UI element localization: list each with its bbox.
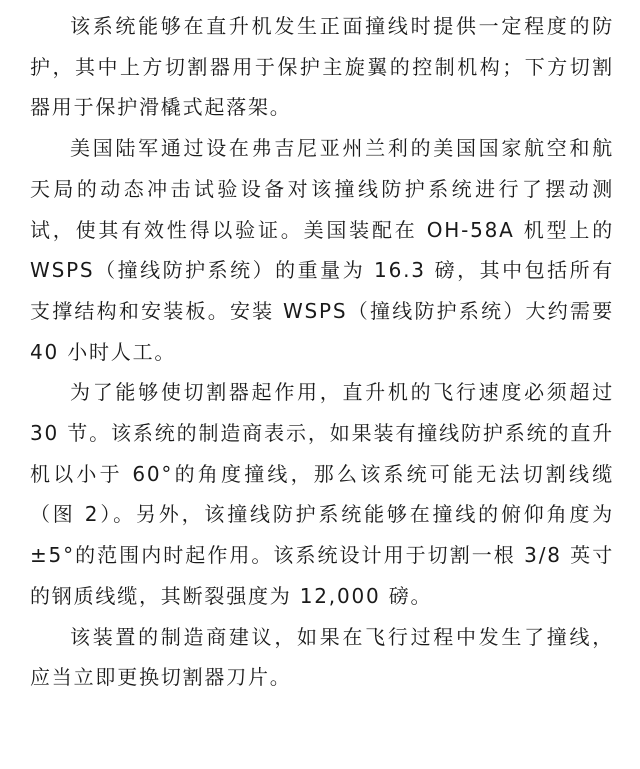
paragraph-4: 该装置的制造商建议，如果在飞行过程中发生了撞线，应当立即更换切割器刀片。: [30, 624, 614, 690]
paragraph-3: 为了能够使切割器起作用，直升机的飞行速度必须超过 30 节。该系统的制造商表示，如果装有撞线防护系统的直升机以小于 60°的角度撞线，那么该系统可能无法切割线缆（图 2）。另外，该撞线防护系统能够在撞线的俯仰角度为 ±5°的范围内时起作用。该系统设计用于切割一根 3/8 英寸的钢质线缆，其断裂强度为 12,000 磅。: [30, 380, 614, 608]
paragraph-1: 该系统能够在直升机发生正面撞线时提供一定程度的防护，其中上方切割器用于保护主旋翼的控制机构；下方切割器用于保护滑橇式起落架。: [30, 14, 614, 120]
paragraph-2: 美国陆军通过设在弗吉尼亚州兰利的美国国家航空和航天局的动态冲击试验设备对该撞线防护系统进行了摆动测试，使其有效性得以验证。美国装配在 OH-58A 机型上的 WSPS（撞线防护系统）的重量为 16.3 磅，其中包括所有支撑结构和安装板。安装 WSPS（撞线防护系统）大约需要 40 小时人工。: [30, 136, 614, 364]
